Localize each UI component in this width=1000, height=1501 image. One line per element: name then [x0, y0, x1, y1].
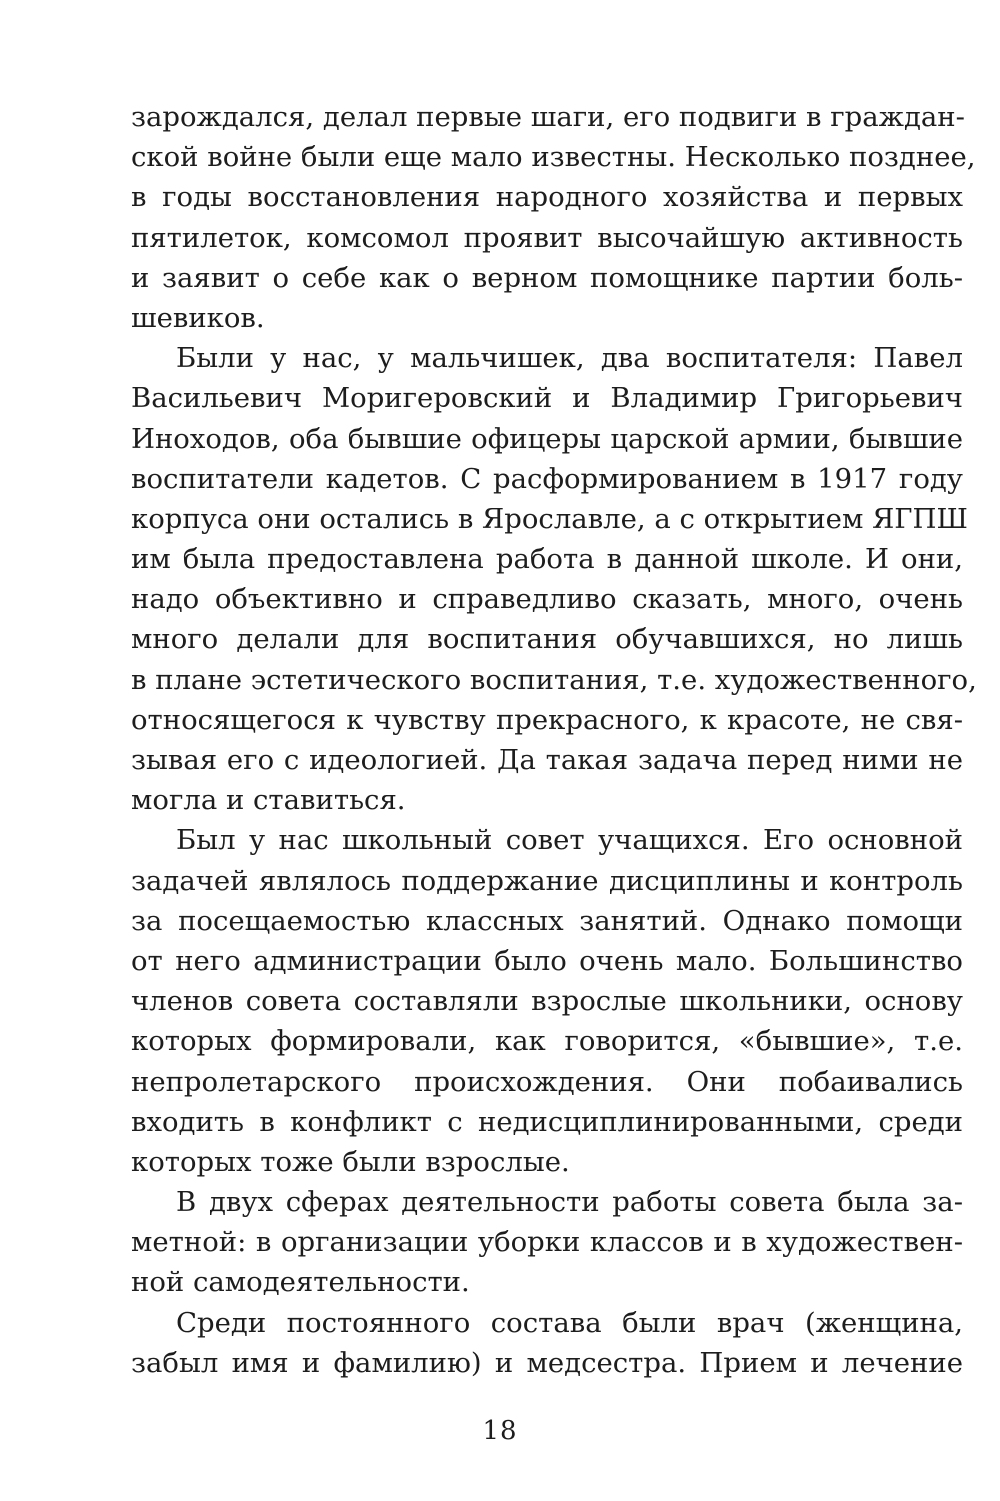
text-line: могла и ставиться.	[131, 784, 406, 817]
text-line: пятилеток, комсомол проявит высочайшую активность	[131, 221, 963, 254]
paragraph-first-line: Среди постоянного состава были врач (женщина,	[176, 1306, 963, 1339]
text-line: зывая его с идеологией. Да такая задача перед ними не	[131, 744, 963, 776]
text-line: надо объективно и справедливо сказать, много, очень	[131, 583, 963, 616]
text-line: в годы восстановления народного хозяйства и первых	[131, 181, 963, 214]
text-line: много делали для воспитания обучавшихся, но лишь	[131, 623, 963, 656]
text-line: воспитатели кадетов. С расформированием в 1917 году	[131, 462, 963, 495]
text-line: забыл имя и фамилию) и медсестра. Прием и лечение	[131, 1346, 963, 1379]
text-line: зарождался, делал первые шаги, его подвиги в граждан-	[131, 101, 965, 133]
text-line: ной самодеятельности.	[131, 1266, 470, 1299]
body-text	[131, 97, 977, 1383]
text-line: которых формировали, как говорится, «бывшие», т.е.	[131, 1025, 963, 1058]
text-line: непролетарского происхождения. Они побаивались	[131, 1065, 963, 1098]
paragraph-first-line: Был у нас школьный совет учащихся. Его основной	[176, 824, 963, 857]
paragraph-first-line: Были у нас, у мальчишек, два воспитателя: Павел	[176, 342, 963, 375]
text-line: за посещаемостью классных занятий. Однако помощи	[131, 904, 963, 937]
text-line: в плане эстетического воспитания, т.е. художественного,	[131, 663, 977, 696]
text-line: ской войне были еще мало известны. Несколько позднее,	[131, 141, 976, 174]
text-line: им была предоставлена работа в данной школе. И они,	[131, 543, 963, 576]
text-line: Васильевич Моригеровский и Владимир Григорьевич	[131, 382, 963, 415]
text-line: корпуса они остались в Ярославле, а с открытием ЯГПШ	[131, 502, 968, 535]
text-line: относящегося к чувству прекрасного, к красоте, не свя-	[131, 703, 963, 736]
text-line: и заявит о себе как о верном помощнике партии боль-	[131, 261, 963, 294]
text-line: от него администрации было очень мало. Большинство	[131, 944, 963, 977]
text-line: задачей являлось поддержание дисциплины и контроль	[131, 864, 963, 897]
text-line: входить в конфликт с недисциплинированными, среди	[131, 1105, 963, 1138]
text-line: шевиков.	[131, 301, 265, 334]
text-line: которых тоже были взрослые.	[131, 1145, 570, 1178]
paragraph-first-line: В двух сферах деятельности работы совета была за-	[176, 1186, 963, 1219]
page-number: 18	[482, 1416, 518, 1446]
text-line: Иноходов, оба бывшие офицеры царской армии, бывшие	[131, 422, 963, 455]
text-line: метной: в организации уборки классов и в художествен-	[131, 1226, 963, 1259]
text-line: членов совета составляли взрослые школьники, основу	[131, 985, 963, 1018]
